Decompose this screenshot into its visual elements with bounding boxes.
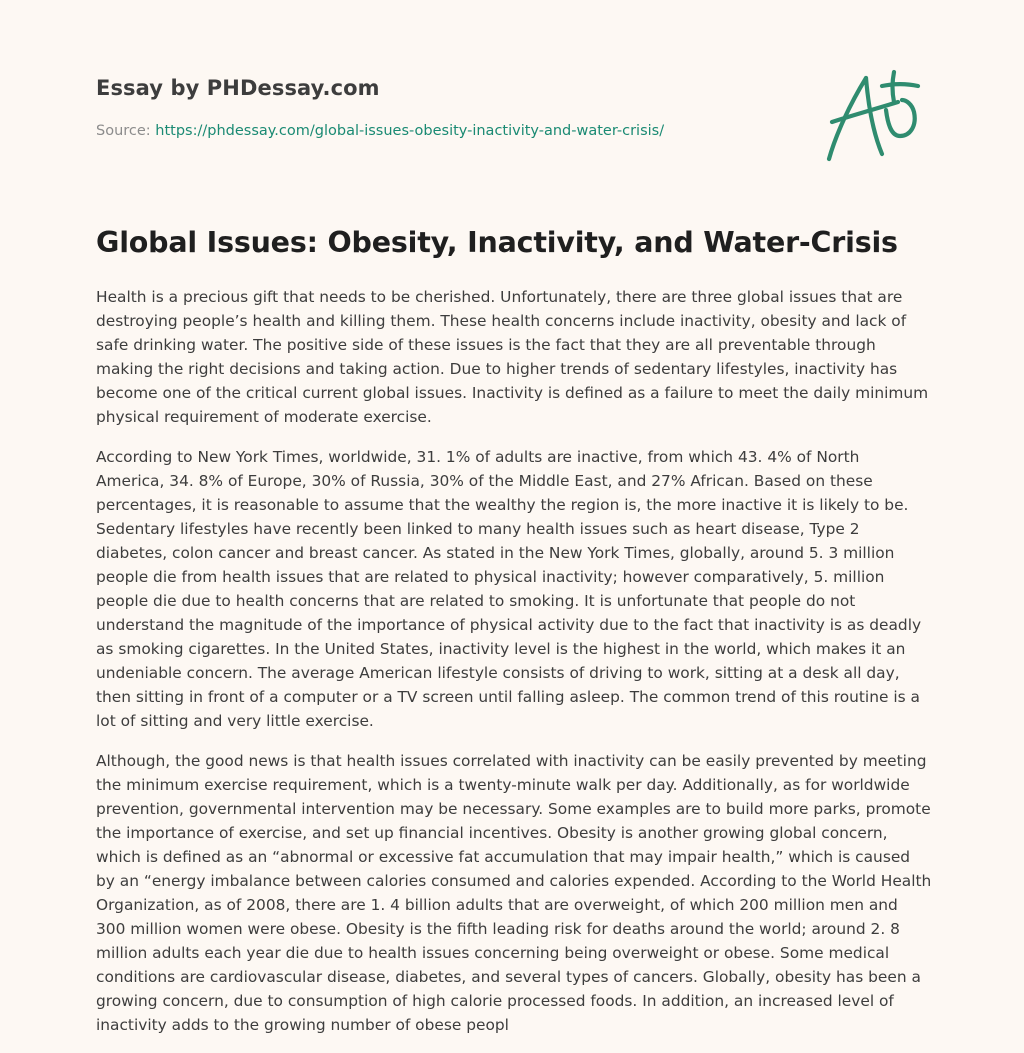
site-brand: Essay by PHDessay.com	[96, 76, 380, 100]
essay-body	[96, 285, 932, 1053]
essay-paragraph: Health is a precious gift that needs to be cherished. Unfortunately, there are three global issues that are destroying people’s health and killing them. These health concerns include inactivity, obesity and lack of safe drinking water. The positive side of these issues is the fact that they are all preventable through making the right decisions and taking action. Due to higher trends of sedentary lifestyles, inactivity has become one of the critical current global issues. Inactivity is defined as a failure to meet the daily minimum physical requirement of moderate exercise.	[96, 288, 929, 426]
source-label: Source:	[96, 123, 156, 139]
source-line	[96, 123, 664, 139]
essay-paragraph: According to New York Times, worldwide, 31. 1% of adults are inactive, from which 43. 4% of North America, 34. 8% of Europe, 30% of Russia, 30% of the Middle East, and 27% African. Based on these percentages, it is reasonable to assume that the wealthy the region is, the more inactive it is likely to be. Sedentary lifestyles have recently been linked to many health issues such as heart disease, Type 2 diabetes, colon cancer and breast cancer. As stated in the New York Times, globally, around 5. 3 million people die from health issues that are related to physical inactivity; however comparatively, 5. million people die due to health concerns that are related to smoking. It is unfortunate that people do not understand the magnitude of the importance of physical activity due to the fact that inactivity is as deadly as smoking cigarettes. In the United States, inactivity level is the highest in the world, which makes it an undeniable concern. The average American lifestyle consists of driving to work, sitting at a desk all day, then sitting in front of a computer or a TV screen until falling asleep. The common trend of this routine is a lot of sitting and very little exercise.	[96, 448, 922, 730]
essay-paragraph: Although, the good news is that health issues correlated with inactivity can be easily prevented by meeting the minimum exercise requirement, which is a twenty-minute walk per day. Additionally, as for worldwide prevention, governmental intervention may be necessary. Some examples are to build more parks, promote the importance of exercise, and set up financial incentives. Obesity is another growing global concern, which is defined as an “abnormal or excessive fat accumulation that may impair health,” which is caused by an “energy imbalance between calories consumed and calories expended. According to the World Health Organization, as of 2008, there are 1. 4 billion adults that are overweight, of which 200 million men and 300 million women were obese. Obesity is the fifth leading risk for deaths around the world; around 2. 8 million adults each year die due to health issues concerning being overweight or obese. Some medical conditions are cardiovascular disease, diabetes, and several types of cancers. Globally, obesity has been a growing concern, due to consumption of high calorie processed foods. In addition, an increased level of inactivity adds to the growing number of obese peopl	[96, 752, 932, 1034]
source-link[interactable]: https://phdessay.com/global-issues-obesity-inactivity-and-water-crisis/	[155, 123, 665, 139]
a-plus-logo-icon	[822, 68, 926, 166]
essay-title: Global Issues: Obesity, Inactivity, and Water-Crisis	[96, 226, 898, 259]
